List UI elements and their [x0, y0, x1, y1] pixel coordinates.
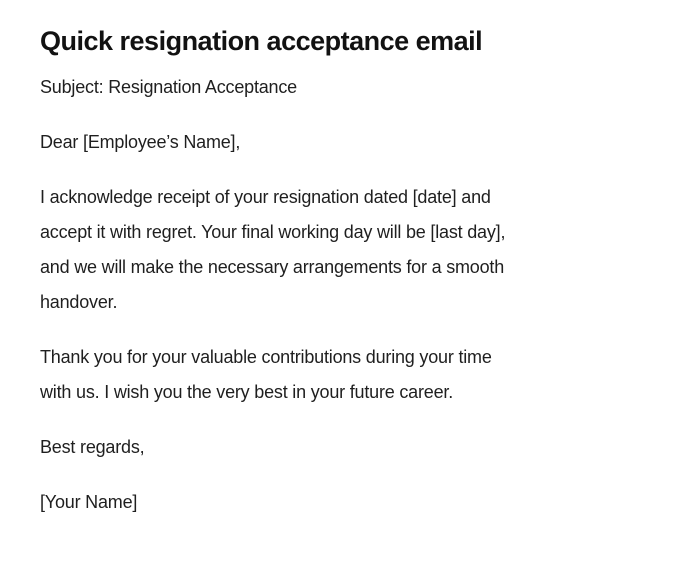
text-line: accept it with regret. Your final working day will be [last day], [40, 222, 506, 242]
signature-placeholder [40, 485, 660, 520]
page-title: Quick resignation acceptance email [40, 26, 483, 56]
text-line: [Your Name] [40, 492, 138, 512]
text-line: I acknowledge receipt of your resignation dated [date] and [40, 187, 491, 207]
text-line: Dear [Employee’s Name], [40, 132, 241, 152]
subject-line [40, 70, 660, 105]
closing-line [40, 430, 660, 465]
body-paragraph-1 [40, 180, 660, 320]
text-line: Thank you for your valuable contributions during your time [40, 347, 492, 367]
salutation [40, 125, 660, 160]
text-line: handover. [40, 292, 118, 312]
text-line: with us. I wish you the very best in your future career. [40, 382, 453, 402]
text-line: Subject: Resignation Acceptance [40, 77, 297, 97]
body-paragraph-2 [40, 340, 660, 410]
text-line: Best regards, [40, 437, 145, 457]
text-line: and we will make the necessary arrangements for a smooth [40, 257, 505, 277]
